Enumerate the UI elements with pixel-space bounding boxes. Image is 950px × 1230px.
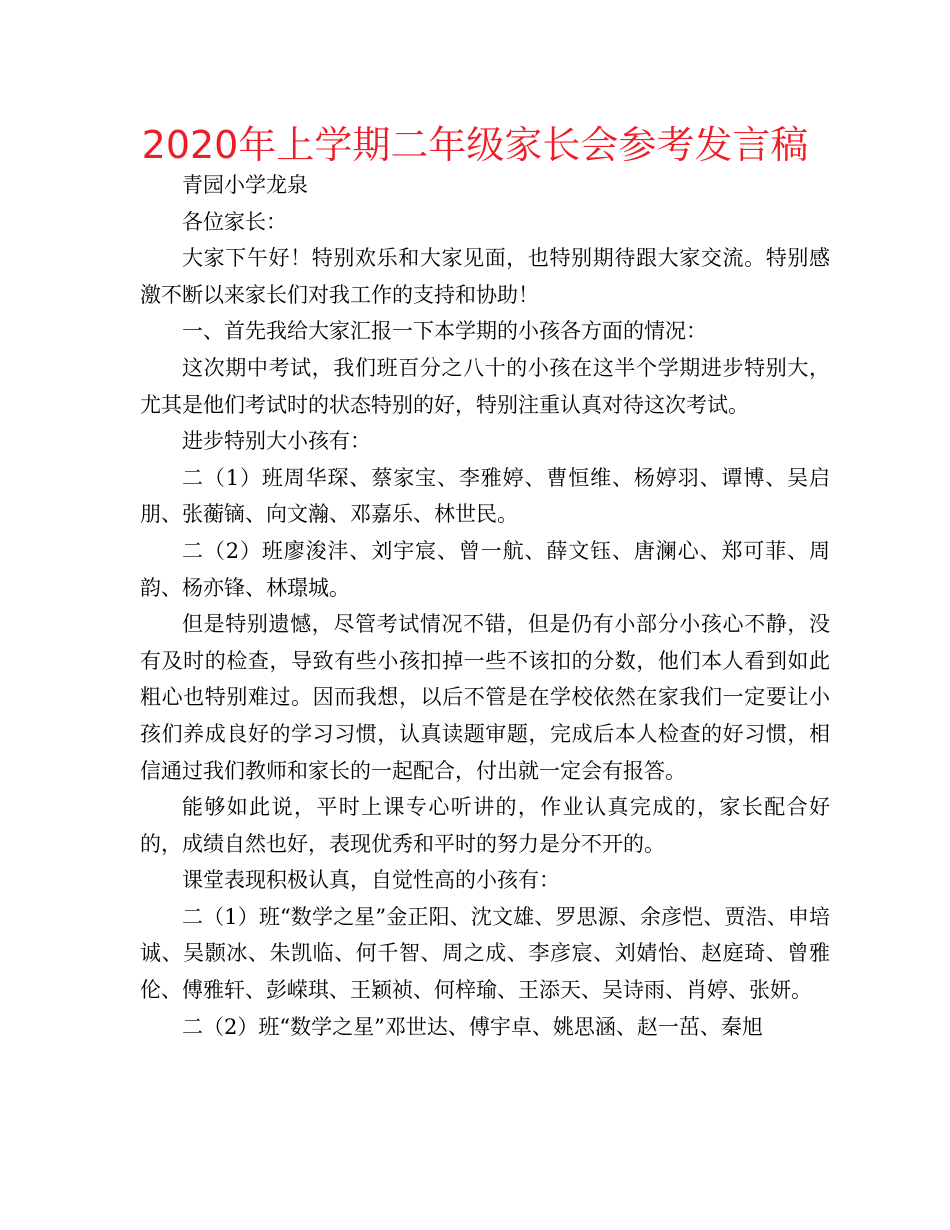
paragraph: 进步特别大小孩有： xyxy=(182,429,371,454)
paragraph: 二（2）班廖浚沣、刘宇宸、曾一航、薛文钰、唐澜心、郑可菲、周韵、杨亦锋、林璟城。 xyxy=(140,538,830,600)
paragraph: 大家下午好！特别欢乐和大家见面，也特别期待跟大家交流。特别感激不断以来家长们对我工作的支持和协助！ xyxy=(140,246,830,307)
paragraph-greeting: 各位家长： xyxy=(182,209,287,234)
paragraph-author: 青园小学龙泉 xyxy=(182,173,308,197)
paragraph: 一、首先我给大家汇报一下本学期的小孩各方面的情况： xyxy=(182,319,707,344)
paragraph: 能够如此说，平时上课专心听讲的，作业认真完成的，家长配合好的，成绩自然也好，表现优秀和平时的努力是分不开的。 xyxy=(140,795,830,856)
paragraph: 这次期中考试，我们班百分之八十的小孩在这半个学期进步特别大，尤其是他们考试时的状态特别的好，特别注重认真对待这次考试。 xyxy=(140,355,830,417)
document-body xyxy=(140,167,830,1045)
paragraph: 二（1）班“数学之星”金正阳、沈文雄、罗思源、余彦恺、贾浩、申培诚、吴颢冰、朱凯临、何千智、周之成、李彦宸、刘婧怡、赵庭琦、曾雅伦、傅雅轩、彭嵘琪、王颖祯、何梓瑜、王添天、吴诗雨、肖婷、张妍。 xyxy=(140,904,830,1003)
paragraph: 但是特别遗憾，尽管考试情况不错，但是仍有小部分小孩心不静，没有及时的检查，导致有些小孩扣掉一些不该扣的分数，他们本人看到如此粗心也特别难过。因而我想，以后不管是在学校依然在家我们一定要让小孩们养成良好的学习习惯，认真读题审题，完成后本人检查的好习惯，相信通过我们教师和家长的一起配合，付出就一定会有报答。 xyxy=(140,612,830,783)
paragraph: 课堂表现积极认真，自觉性高的小孩有： xyxy=(182,868,560,893)
paragraph: 二（2）班“数学之星”邓世达、傅宇卓、姚思涵、赵一茁、秦旭 xyxy=(182,1014,763,1039)
document-title: 2020年上学期二年级家长会参考发言稿 xyxy=(141,123,809,167)
paragraph: 二（1）班周华琛、蔡家宝、李雅婷、曹恒维、杨婷羽、谭博、吴启朋、张蘅镝、向文瀚、邓嘉乐、林世民。 xyxy=(140,465,830,527)
